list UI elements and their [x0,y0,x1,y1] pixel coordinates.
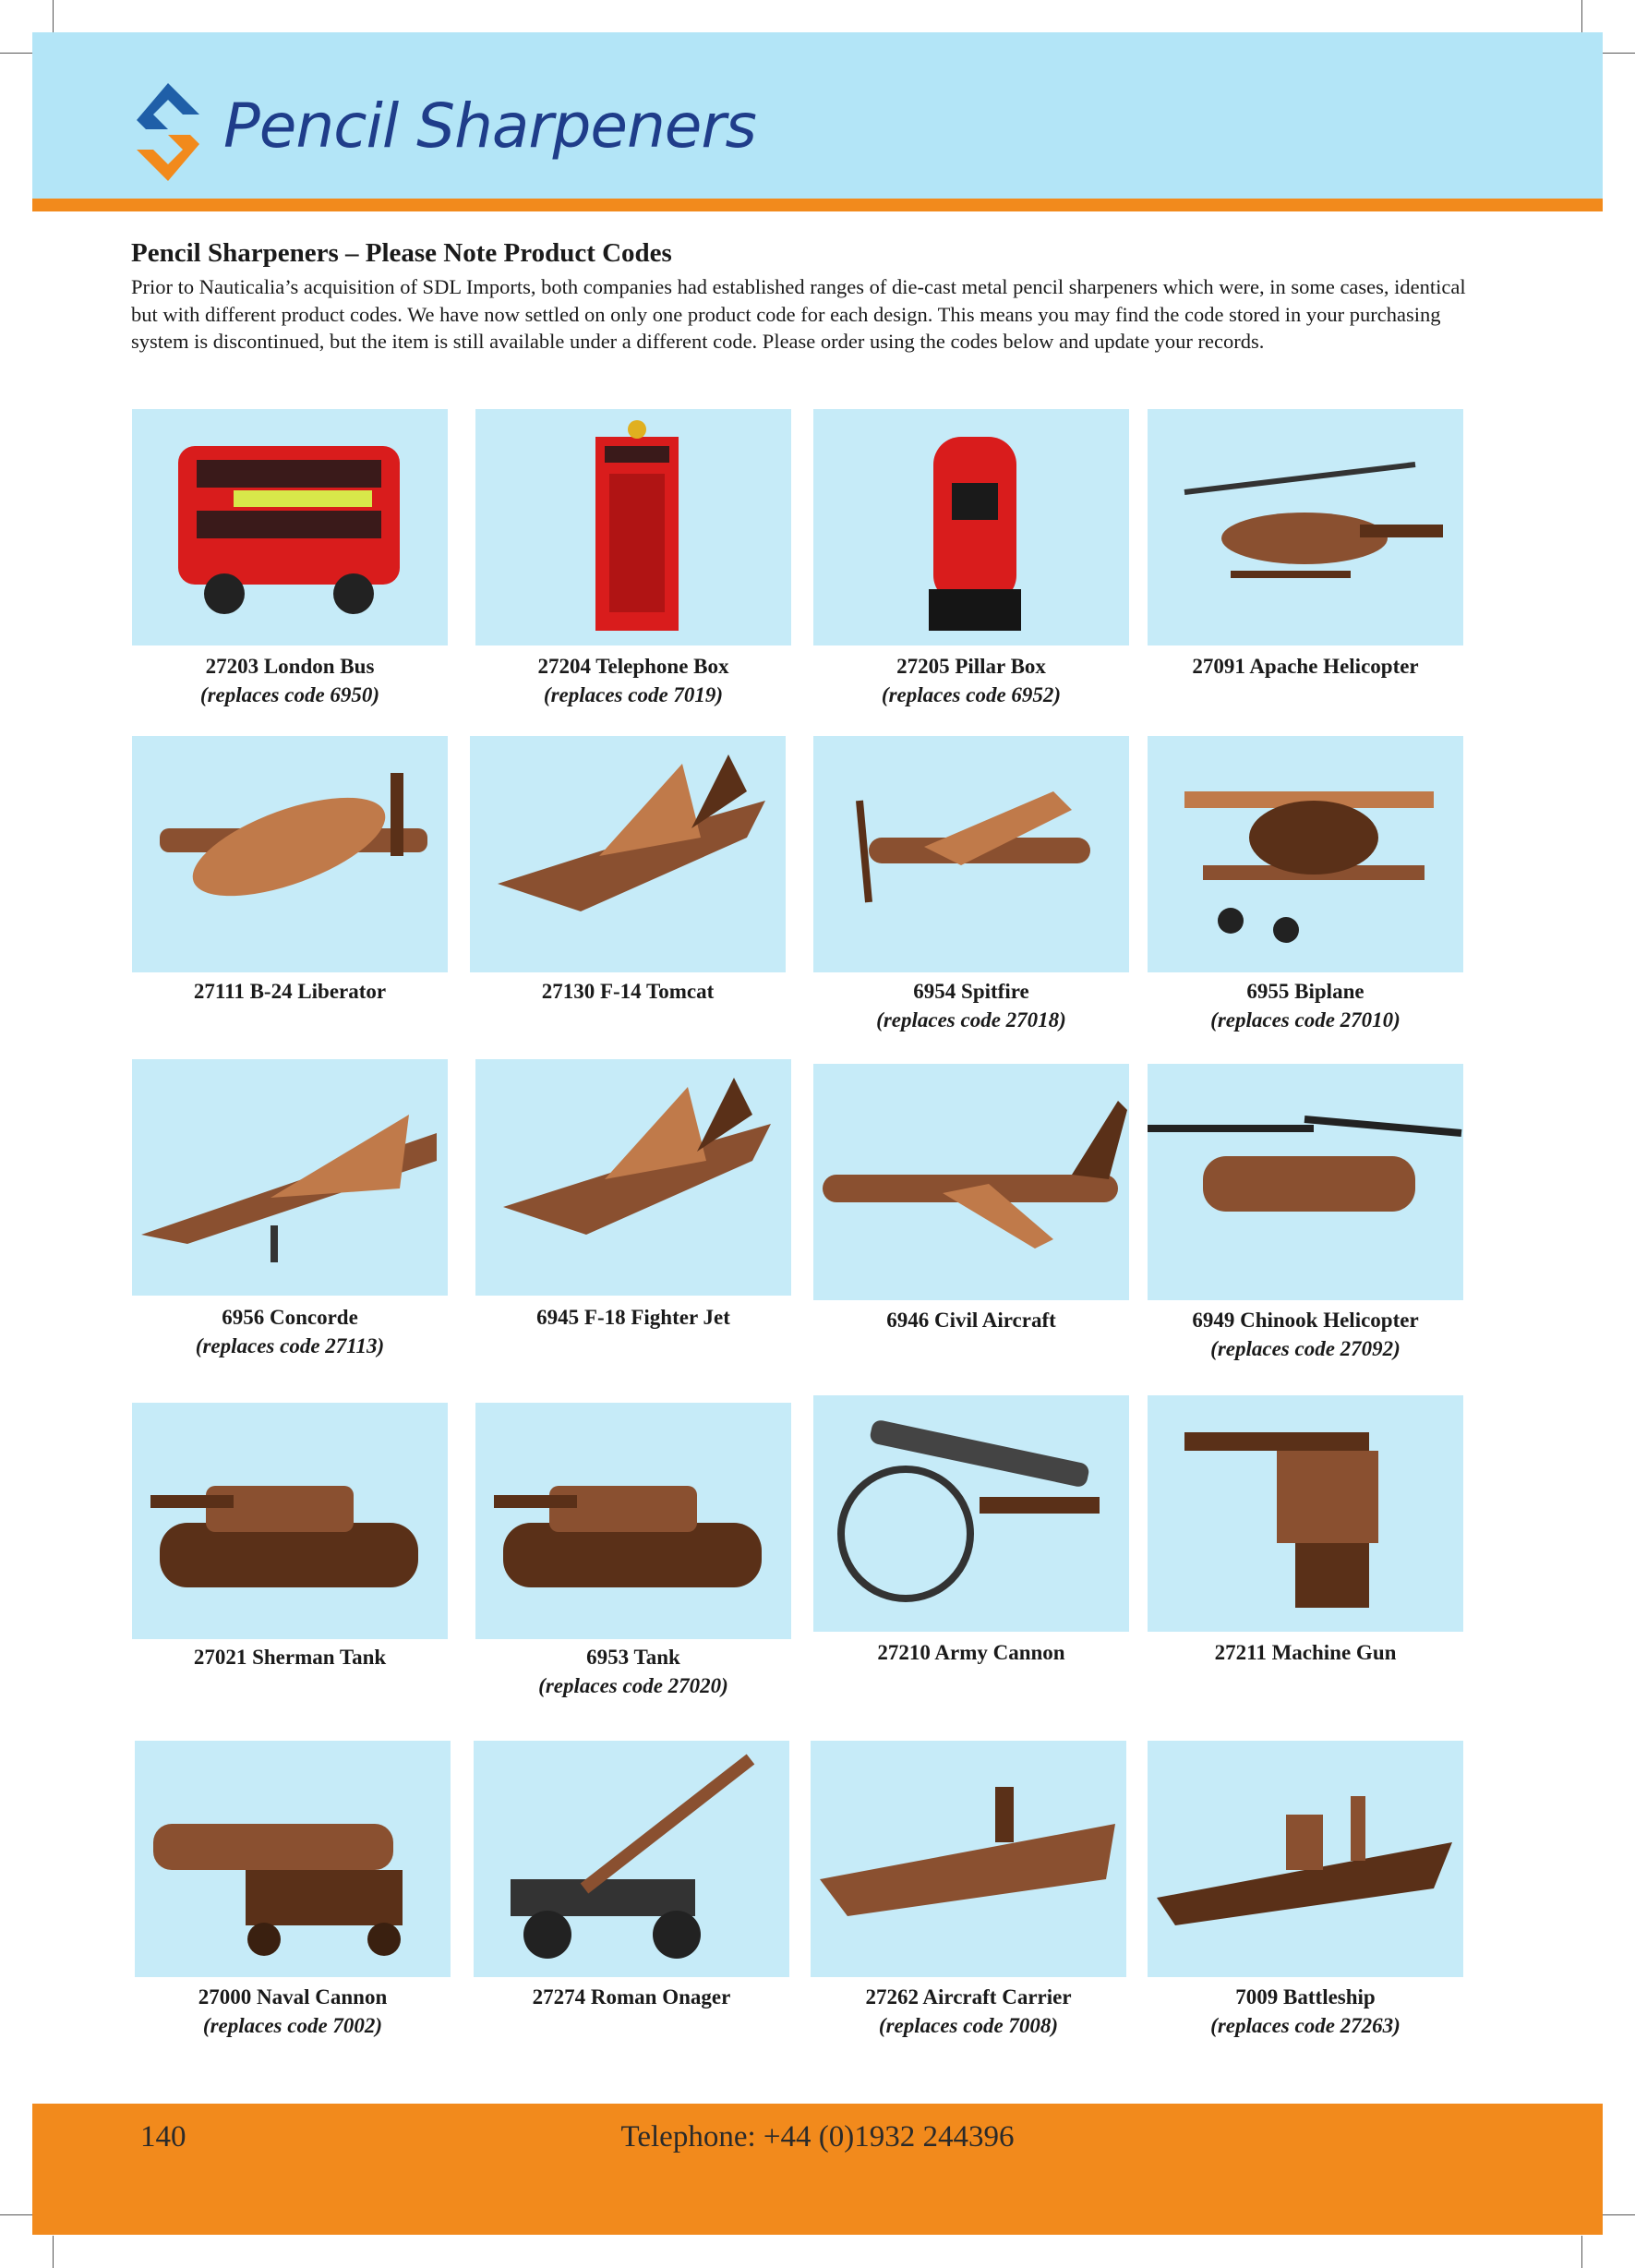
header-rule [32,199,1603,211]
product-caption [1139,1638,1472,1667]
product-caption [124,1643,456,1671]
product-caption [467,1303,799,1332]
product-photo [475,1059,791,1296]
crop-mark [1603,53,1635,54]
bomber-plane-icon [132,736,448,972]
product-caption [467,1643,799,1700]
product-photo [132,1059,448,1296]
chinook-helicopter-icon [1148,1064,1463,1300]
product-caption [467,652,799,709]
product-caption [124,652,456,709]
tank-icon [132,1403,448,1639]
product-name: 27091 Apache Helicopter [1192,655,1419,678]
product-caption [462,977,794,1006]
replaces-code: (replaces code 27010) [1210,1008,1401,1031]
replaces-code: (replaces code 6952) [881,683,1062,706]
product-name: 27211 Machine Gun [1214,1641,1397,1664]
replaces-code: (replaces code 27263) [1210,2014,1401,2037]
product-photo [135,1741,451,1977]
product-name: 7009 Battleship [1235,1985,1376,2009]
product-name: 27000 Naval Cannon [198,1985,388,2009]
replaces-code: (replaces code 7002) [202,2014,383,2037]
replaces-code: (replaces code 7008) [878,2014,1059,2037]
airliner-icon [813,1064,1129,1300]
product-caption [126,1983,459,2040]
replaces-code: (replaces code 27020) [538,1674,728,1697]
product-photo [813,1064,1129,1300]
product-name: 6946 Civil Aircraft [886,1309,1056,1332]
product-caption [465,1983,798,2011]
jet-fighter-icon [470,736,786,972]
jet-fighter-icon [475,1059,791,1296]
tank-icon [475,1403,791,1639]
product-photo [1148,409,1463,645]
product-caption [1139,652,1472,681]
battleship-icon [1148,1741,1463,1977]
note-heading: Pencil Sharpeners – Please Note Product Codes [131,238,672,268]
product-photo [132,409,448,645]
propeller-plane-icon [813,736,1129,972]
product-name: 6945 F-18 Fighter Jet [536,1306,730,1329]
product-name: 6956 Concorde [222,1306,358,1329]
page-number: 140 [140,2120,186,2153]
product-photo [813,736,1129,972]
product-caption [124,977,456,1006]
pillar-box-icon [813,409,1129,645]
note-body: Prior to Nauticalia’s acquisition of SDL Imports, both companies had established ranges of die-cast metal pencil sharpeners which were, in some cases, identical but with different product codes. We have now settled on only one product code for each design. This means you may find the code stored in your purchasing system is discontinued, but the item is still available under a different code. Please order using the codes below and update your records. [131,275,1466,353]
product-photo [132,1403,448,1639]
product-photo [470,736,786,972]
product-photo [1148,1064,1463,1300]
helicopter-icon [1148,409,1463,645]
replaces-code: (replaces code 27092) [1210,1337,1401,1360]
product-caption [805,652,1137,709]
replaces-code: (replaces code 27113) [195,1334,385,1357]
crop-mark [1603,2214,1635,2215]
product-photo [1148,736,1463,972]
diamond-s-logo-icon [131,81,205,183]
product-name: 27203 London Bus [205,655,375,678]
product-photo [475,1403,791,1639]
telephone: Telephone: +44 (0)1932 244396 [620,2120,1015,2153]
replaces-code: (replaces code 7019) [543,683,724,706]
product-caption [805,1638,1137,1667]
catapult-icon [474,1741,789,1977]
crop-mark [53,2236,54,2268]
product-photo [474,1741,789,1977]
product-photo [813,409,1129,645]
biplane-icon [1148,736,1463,972]
crop-mark [0,2214,32,2215]
product-name: 27210 Army Cannon [877,1641,1065,1664]
crop-mark [1581,2236,1582,2268]
product-name: 27111 B-24 Liberator [193,980,387,1003]
machine-gun-icon [1148,1395,1463,1632]
product-name: 27205 Pillar Box [896,655,1046,678]
product-name: 27262 Aircraft Carrier [865,1985,1072,2009]
replaces-code: (replaces code 6950) [199,683,380,706]
product-photo [811,1741,1126,1977]
product-name: 6954 Spitfire [913,980,1029,1003]
naval-cannon-icon [135,1741,451,1977]
telephone-box-icon [475,409,791,645]
london-bus-icon [132,409,448,645]
product-name: 27204 Telephone Box [537,655,729,678]
product-name: 27274 Roman Onager [532,1985,731,2009]
product-caption [1139,977,1472,1034]
product-name: 6949 Chinook Helicopter [1192,1309,1419,1332]
field-cannon-icon [813,1395,1129,1632]
crop-mark [1581,0,1582,32]
crop-mark [0,53,32,54]
product-caption [124,1303,456,1360]
product-name: 6955 Biplane [1246,980,1365,1003]
product-photo [132,736,448,972]
product-caption [1139,1983,1472,2040]
product-caption [805,1306,1137,1334]
replaces-code: (replaces code 27018) [876,1008,1066,1031]
product-photo [475,409,791,645]
product-name: 6953 Tank [586,1646,680,1669]
page-title: Pencil Sharpeners [223,90,756,162]
concorde-icon [132,1059,448,1296]
product-name: 27130 F-14 Tomcat [541,980,715,1003]
product-caption [802,1983,1135,2040]
aircraft-carrier-icon [811,1741,1126,1977]
product-photo [813,1395,1129,1632]
product-photo [1148,1741,1463,1977]
crop-mark [53,0,54,32]
product-name: 27021 Sherman Tank [193,1646,387,1669]
product-caption [1139,1306,1472,1363]
product-photo [1148,1395,1463,1632]
product-caption [805,977,1137,1034]
